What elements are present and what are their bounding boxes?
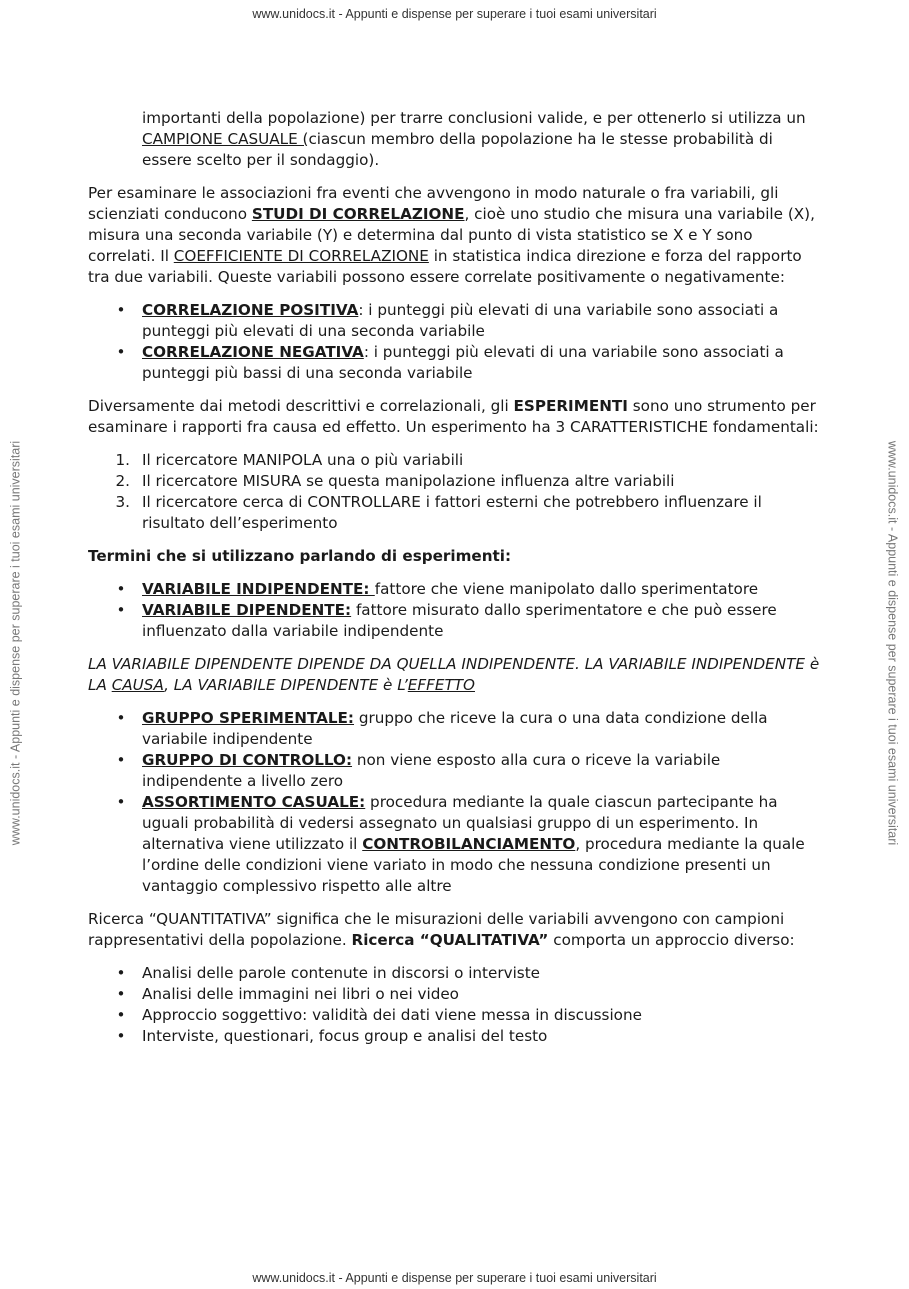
bullet-icon: • — [116, 964, 126, 982]
list-item — [88, 1005, 823, 1026]
paragraph-esperimenti — [88, 396, 823, 438]
watermark-left: www.unidocs.it - Appunti e dispense per superare i tuoi esami universitari — [8, 440, 23, 846]
list-item — [88, 750, 823, 792]
list-item — [88, 1026, 823, 1047]
document-body — [88, 108, 823, 1047]
bullet-icon: • — [116, 709, 126, 727]
list-number: 3. — [115, 493, 130, 511]
term-campione-casuale: CAMPIONE CASUALE ( — [142, 130, 309, 148]
text: Il ricercatore MANIPOLA una o più variabili — [142, 451, 464, 469]
term-controbilanciamento: CONTROBILANCIAMENTO — [362, 835, 576, 853]
bullet-icon: • — [116, 601, 126, 619]
term-effetto: EFFETTO — [407, 676, 475, 694]
text: , cioè uno studio che misura una variabile (X), misura una seconda variabile (Y) e determina dal punto di vista statistico se X e Y sono correlati. Il — [88, 205, 815, 265]
text: LA VARIABILE DIPENDENTE DIPENDE DA QUELLA INDIPENDENTE. LA VARIABILE INDIPENDENTE è LA — [88, 655, 820, 694]
term-studi-correlazione: STUDI DI CORRELAZIONE — [251, 205, 465, 223]
text: : i punteggi più elevati di una variabile sono associati a punteggi più bassi di una seconda variabile — [142, 343, 784, 382]
text: importanti della popolazione) per trarre conclusioni valide, e per ottenerlo si utilizza un — [142, 109, 806, 127]
list-item — [88, 450, 823, 471]
list-variabili — [88, 579, 823, 642]
paragraph-campione — [88, 108, 823, 171]
term: CORRELAZIONE NEGATIVA — [142, 343, 364, 361]
list-item — [88, 708, 823, 750]
text: Interviste, questionari, focus group e analisi del testo — [142, 1027, 548, 1045]
term: GRUPPO DI CONTROLLO: — [142, 751, 353, 769]
text: Approccio soggettivo: validità dei dati viene messa in discussione — [142, 1006, 642, 1024]
term: GRUPPO SPERIMENTALE: — [142, 709, 355, 727]
term-causa: CAUSA — [111, 676, 165, 694]
term: CORRELAZIONE POSITIVA — [142, 301, 359, 319]
list-gruppi — [88, 708, 823, 897]
text: , procedura mediante la quale l’ordine delle condizioni viene variato in modo che nessuna condizione presenti un vantaggio complessivo rispetto alle altre — [142, 835, 805, 895]
list-number: 1. — [115, 451, 130, 469]
list-qualitativa — [88, 963, 823, 1047]
list-item — [88, 792, 823, 897]
bullet-icon: • — [116, 1006, 126, 1024]
list-item — [88, 300, 823, 342]
bullet-icon: • — [116, 343, 126, 361]
list-item — [88, 579, 823, 600]
list-item — [88, 492, 823, 534]
paragraph-causa-effetto — [88, 654, 823, 696]
text: in statistica indica direzione e forza del rapporto tra due variabili. Queste variabili possono essere correlate positivamente o negativamente: — [88, 247, 802, 286]
bullet-icon: • — [116, 580, 126, 598]
text: non viene esposto alla cura o riceve la variabile indipendente a livello zero — [142, 751, 721, 790]
text: Analisi delle immagini nei libri o nei video — [142, 985, 459, 1003]
term-coefficiente: COEFFICIENTE DI CORRELAZIONE — [173, 247, 429, 265]
bullet-icon: • — [116, 793, 126, 811]
bullet-icon: • — [116, 1027, 126, 1045]
list-correlazioni — [88, 300, 823, 384]
text: ciascun membro della popolazione ha le stesse probabilità di essere scelto per il sondaggio). — [142, 130, 773, 169]
text: , LA VARIABILE DIPENDENTE è L’ — [164, 676, 408, 694]
list-number: 2. — [115, 472, 130, 490]
list-item — [88, 963, 823, 984]
bullet-icon: • — [116, 751, 126, 769]
text: : i punteggi più elevati di una variabile sono associati a punteggi più elevati di una seconda variabile — [142, 301, 779, 340]
watermark-footer: www.unidocs.it - Appunti e dispense per superare i tuoi esami universitari — [252, 1271, 657, 1285]
list-item — [88, 342, 823, 384]
watermark-header: www.unidocs.it - Appunti e dispense per superare i tuoi esami universitari — [252, 7, 657, 21]
text: Per esaminare le associazioni fra eventi che avvengono in modo naturale o fra variabili, gli scienziati conducono — [88, 184, 779, 223]
text: Il ricercatore cerca di CONTROLLARE i fattori esterni che potrebbero influenzare il risultato dell’esperimento — [142, 493, 762, 532]
text: fattore che viene manipolato dallo sperimentatore — [374, 580, 759, 598]
bullet-icon: • — [116, 985, 126, 1003]
text: Diversamente dai metodi descrittivi e correlazionali, gli — [88, 397, 514, 415]
text: fattore misurato dallo sperimentatore e che può essere influenzato dalla variabile indipendente — [142, 601, 777, 640]
text: Analisi delle parole contenute in discorsi o interviste — [142, 964, 541, 982]
term-esperimenti: ESPERIMENTI — [513, 397, 628, 415]
list-item — [88, 471, 823, 492]
text: gruppo che riceve la cura o una data condizione della variabile indipendente — [142, 709, 768, 748]
paragraph-ricerca — [88, 909, 823, 951]
list-item — [88, 984, 823, 1005]
text: Il ricercatore MISURA se questa manipolazione influenza altre variabili — [142, 472, 675, 490]
list-caratteristiche — [88, 450, 823, 534]
term-ricerca-qualitativa: Ricerca “QUALITATIVA” — [351, 931, 549, 949]
text: comporta un approccio diverso: — [548, 931, 795, 949]
paragraph-correlazione — [88, 183, 823, 288]
watermark-right: www.unidocs.it - Appunti e dispense per superare i tuoi esami universitari — [885, 440, 900, 846]
text: sono uno strumento per esaminare i rapporti fra causa ed effetto. Un esperimento ha 3 CARATTERISTICHE fondamentali: — [88, 397, 819, 436]
text: procedura mediante la quale ciascun partecipante ha uguali probabilità di vedersi assegnato un qualsiasi gruppo di un esperimento. In alternativa viene utilizzato il — [142, 793, 778, 853]
text: Ricerca “QUANTITATIVA” significa che le misurazioni delle variabili avvengono con campioni rappresentativi della popolazione. — [88, 910, 785, 949]
section-heading: Termini che si utilizzano parlando di esperimenti: — [88, 547, 512, 565]
list-item — [88, 600, 823, 642]
term: VARIABILE INDIPENDENTE: — [142, 580, 375, 598]
term: VARIABILE DIPENDENTE: — [142, 601, 352, 619]
term: ASSORTIMENTO CASUALE: — [142, 793, 366, 811]
bullet-icon: • — [116, 301, 126, 319]
